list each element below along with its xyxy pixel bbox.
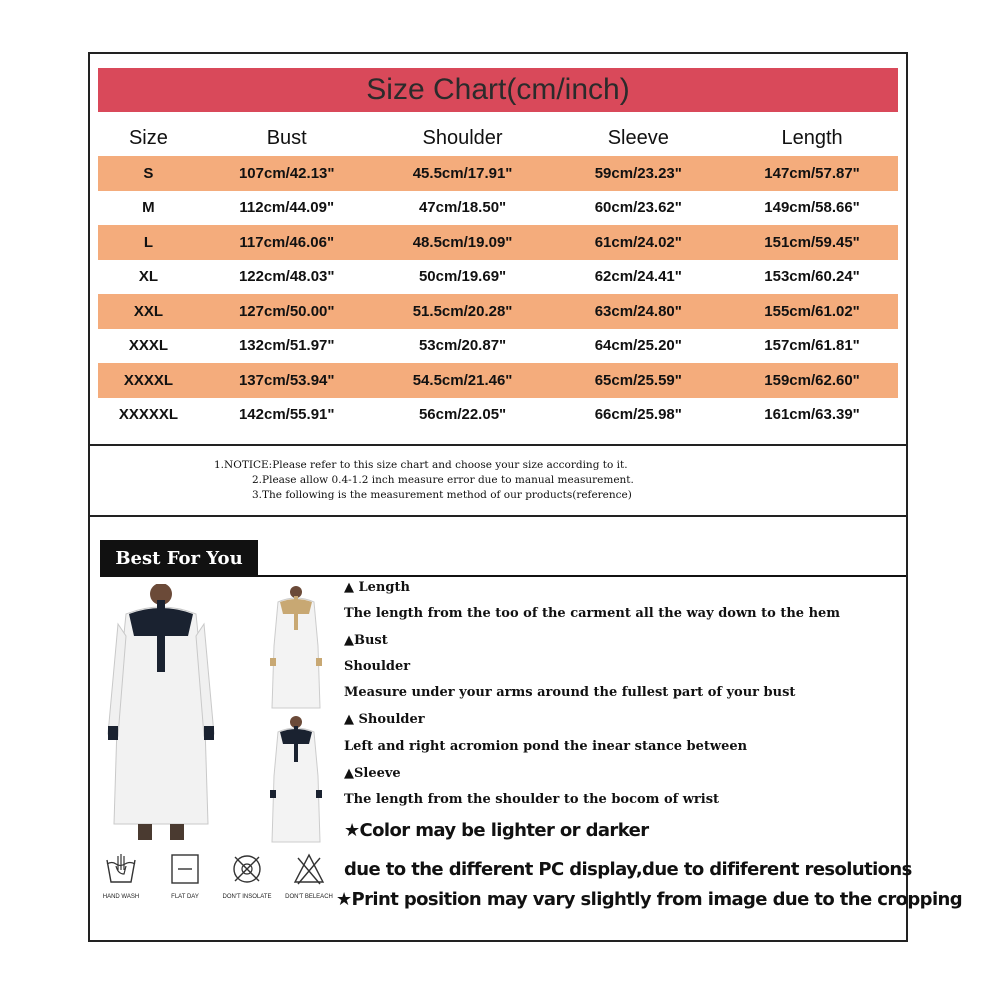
cell: XXL bbox=[98, 294, 199, 329]
cell: 47cm/18.50" bbox=[375, 191, 551, 226]
cell: 66cm/25.98" bbox=[551, 398, 727, 433]
care-hand-wash bbox=[86, 852, 156, 900]
cell: 50cm/19.69" bbox=[375, 260, 551, 295]
model-photo-navy bbox=[268, 716, 324, 846]
cell: 153cm/60.24" bbox=[726, 260, 898, 295]
cell: XL bbox=[98, 260, 199, 295]
guide-line: The length from the too of the carment all the way down to the hem bbox=[344, 606, 841, 621]
cell: XXXXXL bbox=[98, 398, 199, 433]
color-note: ★Color may be lighter or darker bbox=[344, 820, 649, 841]
table-row bbox=[98, 363, 898, 398]
care-label: DON'T INSOLATE bbox=[222, 894, 272, 900]
cell: 157cm/61.81" bbox=[726, 329, 898, 364]
guide-line: ▲Bust bbox=[344, 633, 388, 648]
guide-line: The length from the shoulder to the bocom of wrist bbox=[344, 792, 720, 807]
do-not-insolate-icon bbox=[230, 852, 264, 886]
cell: 62cm/24.41" bbox=[551, 260, 727, 295]
cell: 151cm/59.45" bbox=[726, 225, 898, 260]
header-size: Size bbox=[128, 126, 168, 149]
notice-line: 3.The following is the measurement method of our products(reference) bbox=[252, 489, 632, 501]
cell: 155cm/61.02" bbox=[726, 294, 898, 329]
cell: 159cm/62.60" bbox=[726, 363, 898, 398]
cell: 65cm/25.59" bbox=[551, 363, 727, 398]
cell: 132cm/51.97" bbox=[199, 329, 375, 364]
cell: 45.5cm/17.91" bbox=[375, 156, 551, 191]
cell: 107cm/42.13" bbox=[199, 156, 375, 191]
cell: 137cm/53.94" bbox=[199, 363, 375, 398]
table-row bbox=[98, 329, 898, 364]
cell: 112cm/44.09" bbox=[199, 191, 375, 226]
table-header bbox=[98, 120, 898, 156]
cell: L bbox=[98, 225, 199, 260]
do-not-bleach-icon bbox=[292, 852, 326, 886]
cell: S bbox=[98, 156, 199, 191]
header-length: Length bbox=[781, 126, 843, 149]
guide-line: Measure under your arms around the fullest part of your bust bbox=[344, 685, 796, 700]
flat-dry-icon bbox=[168, 852, 202, 886]
table-row bbox=[98, 191, 898, 226]
notice-block bbox=[100, 458, 900, 503]
divider bbox=[88, 444, 908, 446]
page-title: Size Chart(cm/inch) bbox=[366, 73, 630, 106]
cell: 59cm/23.23" bbox=[551, 156, 727, 191]
notice-line: 2.Please allow 0.4-1.2 inch measure error due to manual measurement. bbox=[252, 474, 634, 486]
divider bbox=[88, 515, 908, 517]
notice-line: 1.NOTICE:Please refer to this size chart and choose your size according to it. bbox=[214, 459, 628, 471]
cell: 122cm/48.03" bbox=[199, 260, 375, 295]
header-sleeve: Sleeve bbox=[607, 126, 669, 149]
guide-line: Shoulder bbox=[344, 659, 411, 674]
guide-line: ▲ Length bbox=[344, 580, 410, 595]
table-row bbox=[98, 260, 898, 295]
title-bar bbox=[98, 68, 898, 112]
table-row bbox=[98, 225, 898, 260]
cell: 48.5cm/19.09" bbox=[375, 225, 551, 260]
cell: 127cm/50.00" bbox=[199, 294, 375, 329]
cell: 64cm/25.20" bbox=[551, 329, 727, 364]
header-shoulder: Shoulder bbox=[422, 126, 503, 149]
size-table bbox=[98, 120, 898, 432]
print-note: ★Print position may vary slightly from image due to the cropping bbox=[336, 889, 963, 910]
cell: 149cm/58.66" bbox=[726, 191, 898, 226]
cell: 56cm/22.05" bbox=[375, 398, 551, 433]
care-flat-dry bbox=[150, 852, 220, 900]
cell: 51.5cm/20.28" bbox=[375, 294, 551, 329]
cell: 60cm/23.62" bbox=[551, 191, 727, 226]
cell: 161cm/63.39" bbox=[726, 398, 898, 433]
model-photo-front bbox=[104, 584, 218, 846]
care-do-not-bleach bbox=[274, 852, 344, 900]
cell: 147cm/57.87" bbox=[726, 156, 898, 191]
guide-line: Left and right acromion pond the inear stance between bbox=[344, 739, 748, 754]
guide-line: ▲ Shoulder bbox=[344, 712, 425, 727]
table-row bbox=[98, 156, 898, 191]
cell: XXXL bbox=[98, 329, 199, 364]
cell: 117cm/46.06" bbox=[199, 225, 375, 260]
best-for-you-tab: Best For You bbox=[100, 540, 258, 576]
care-do-not-insolate bbox=[212, 852, 282, 900]
header-bust: Bust bbox=[266, 126, 307, 149]
cell: 61cm/24.02" bbox=[551, 225, 727, 260]
hand-wash-icon bbox=[104, 852, 138, 886]
care-label: FLAT DAY bbox=[171, 894, 199, 900]
cell: M bbox=[98, 191, 199, 226]
table-row bbox=[98, 294, 898, 329]
cell: 63cm/24.80" bbox=[551, 294, 727, 329]
care-label: DON'T BELEACH bbox=[285, 894, 333, 900]
cell: 53cm/20.87" bbox=[375, 329, 551, 364]
display-note: due to the different PC display,due to dififerent resolutions bbox=[344, 859, 912, 880]
care-label: HAND WASH bbox=[102, 894, 140, 900]
cell: XXXXL bbox=[98, 363, 199, 398]
divider bbox=[100, 575, 906, 577]
table-row bbox=[98, 398, 898, 433]
cell: 54.5cm/21.46" bbox=[375, 363, 551, 398]
cell: 142cm/55.91" bbox=[199, 398, 375, 433]
guide-line: ▲Sleeve bbox=[344, 766, 401, 781]
model-photo-beige bbox=[268, 586, 324, 712]
